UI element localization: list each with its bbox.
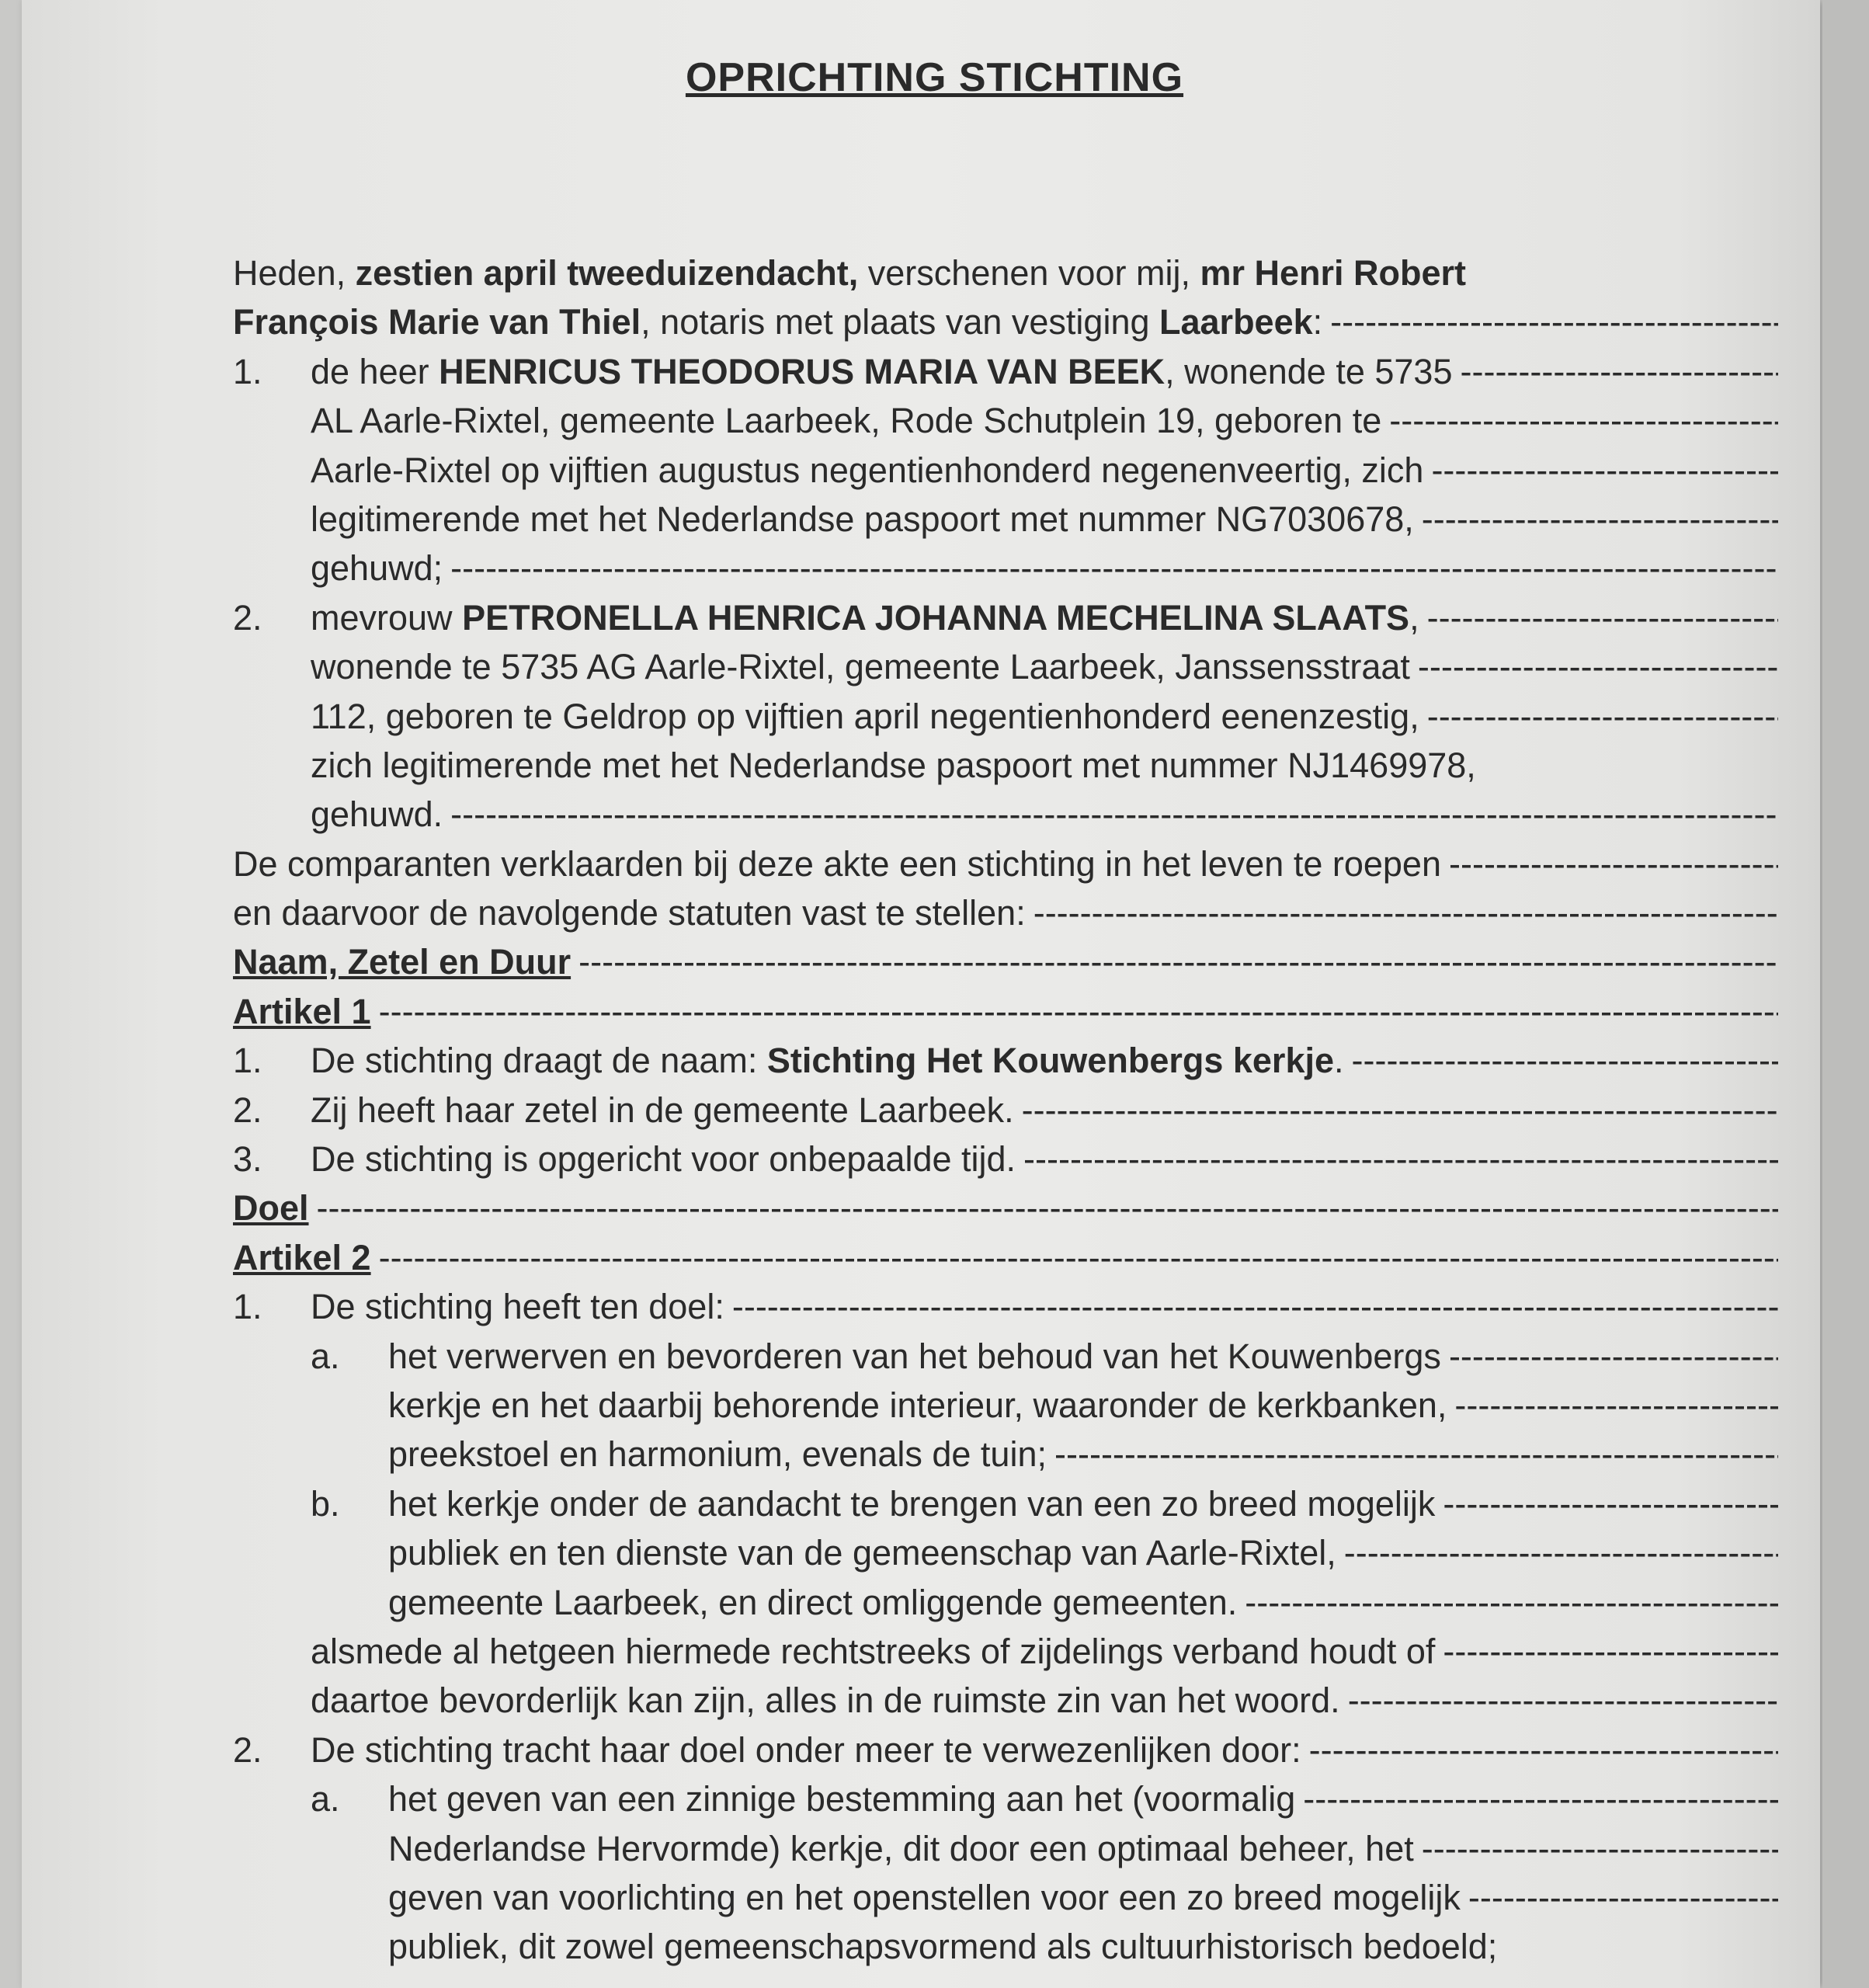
party-1-line-5: gehuwd; ----- [233, 544, 1778, 593]
declaration-line-2: en daarvoor de navolgende statuten vast te stellen: ----- [233, 888, 1778, 937]
declaration-line-1: De comparanten verklaarden bij deze akte een stichting in het leven te roepen ----- [233, 839, 1778, 888]
artikel-2-sub-b-line-3: gemeente Laarbeek, en direct omliggende gemeenten. ----- [233, 1578, 1778, 1627]
document-title: OPRICHTING STICHTING [685, 55, 1184, 100]
party-2-line-5: gehuwd. ----- [233, 790, 1778, 839]
artikel-2-item-1: 1. De stichting heeft ten doel: ----- [233, 1282, 1778, 1331]
party-1-line-1: 1. de heer HENRICUS THEODORUS MARIA VAN BEEK, wonende te 5735 ----- [233, 347, 1778, 396]
heading-artikel-2: Artikel 2 ----- [233, 1233, 1778, 1282]
party-2-line-3: 112, geboren te Geldrop op vijftien april negentienhonderd eenenzestig, ----- [233, 692, 1778, 741]
page-edge [1822, 0, 1869, 1988]
artikel-1-item-1: 1. De stichting draagt de naam: Stichting Het Kouwenbergs kerkje. ----- [233, 1036, 1778, 1085]
artikel-1-item-3: 3. De stichting is opgericht voor onbepaalde tijd. ----- [233, 1135, 1778, 1183]
artikel-2-item-2-sub-a-line-3: geven van voorlichting en het openstellen voor een zo breed mogelijk ----- [233, 1873, 1778, 1922]
artikel-2-sub-a-line-2: kerkje en het daarbij behorende interieur, waaronder de kerkbanken, ----- [233, 1381, 1778, 1430]
artikel-2-alsmede-line-2: daartoe bevorderlijk kan zijn, alles in de ruimste zin van het woord. ----- [233, 1676, 1778, 1725]
artikel-2-item-2-sub-a-line-2: Nederlandse Hervormde) kerkje, dit door een optimaal beheer, het ----- [233, 1824, 1778, 1873]
artikel-2-alsmede-line-1: alsmede al hetgeen hiermede rechtstreeks of zijdelings verband houdt of ----- [233, 1627, 1778, 1676]
artikel-2-sub-b-line-1: b. het kerkje onder de aandacht te brengen van een zo breed mogelijk ----- [233, 1479, 1778, 1528]
party-2-line-2: wonende te 5735 AG Aarle-Rixtel, gemeente Laarbeek, Janssensstraat ----- [233, 642, 1778, 691]
heading-doel: Doel ----- [233, 1183, 1778, 1232]
artikel-2-sub-b-line-2: publiek en ten dienste van de gemeenschap van Aarle-Rixtel, ----- [233, 1528, 1778, 1577]
heading-artikel-1: Artikel 1 ----- [233, 987, 1778, 1036]
artikel-1-item-2: 2. Zij heeft haar zetel in de gemeente Laarbeek. ----- [233, 1086, 1778, 1135]
artikel-2-item-2-sub-a-line-1: a. het geven van een zinnige bestemming aan het (voormalig ----- [233, 1774, 1778, 1823]
artikel-2-item-2: 2. De stichting tracht haar doel onder meer te verwezenlijken door: ----- [233, 1726, 1778, 1774]
party-1-line-2: AL Aarle-Rixtel, gemeente Laarbeek, Rode Schutplein 19, geboren te ----- [233, 396, 1778, 445]
document-body [233, 248, 1778, 1972]
artikel-2-sub-a-line-1: a. het verwerven en bevorderen van het behoud van het Kouwenbergs ----- [233, 1332, 1778, 1381]
heading-naam-zetel-duur: Naam, Zetel en Duur ----- [233, 937, 1778, 986]
artikel-2-item-2-sub-a-line-4: publiek, dit zowel gemeenschapsvormend als cultuurhistorisch bedoeld; [388, 1927, 1498, 1967]
intro-line-2: François Marie van Thiel, notaris met plaats van vestiging Laarbeek: ----- [233, 297, 1778, 346]
party-1-line-3: Aarle-Rixtel op vijftien augustus negentienhonderd negenenveertig, zich ----- [233, 446, 1778, 495]
party-2-line-1: 2. mevrouw PETRONELLA HENRICA JOHANNA MECHELINA SLAATS, ----- [233, 593, 1778, 642]
artikel-2-sub-a-line-3: preekstoel en harmonium, evenals de tuin; ----- [233, 1430, 1778, 1479]
intro-line-1: Heden, zestien april tweeduizendacht, verschenen voor mij, mr Henri Robert [233, 253, 1467, 293]
party-2-line-4: zich legitimerende met het Nederlandse paspoort met nummer NJ1469978, [311, 745, 1476, 785]
party-1-line-4: legitimerende met het Nederlandse paspoort met nummer NG7030678, ----- [233, 495, 1778, 544]
